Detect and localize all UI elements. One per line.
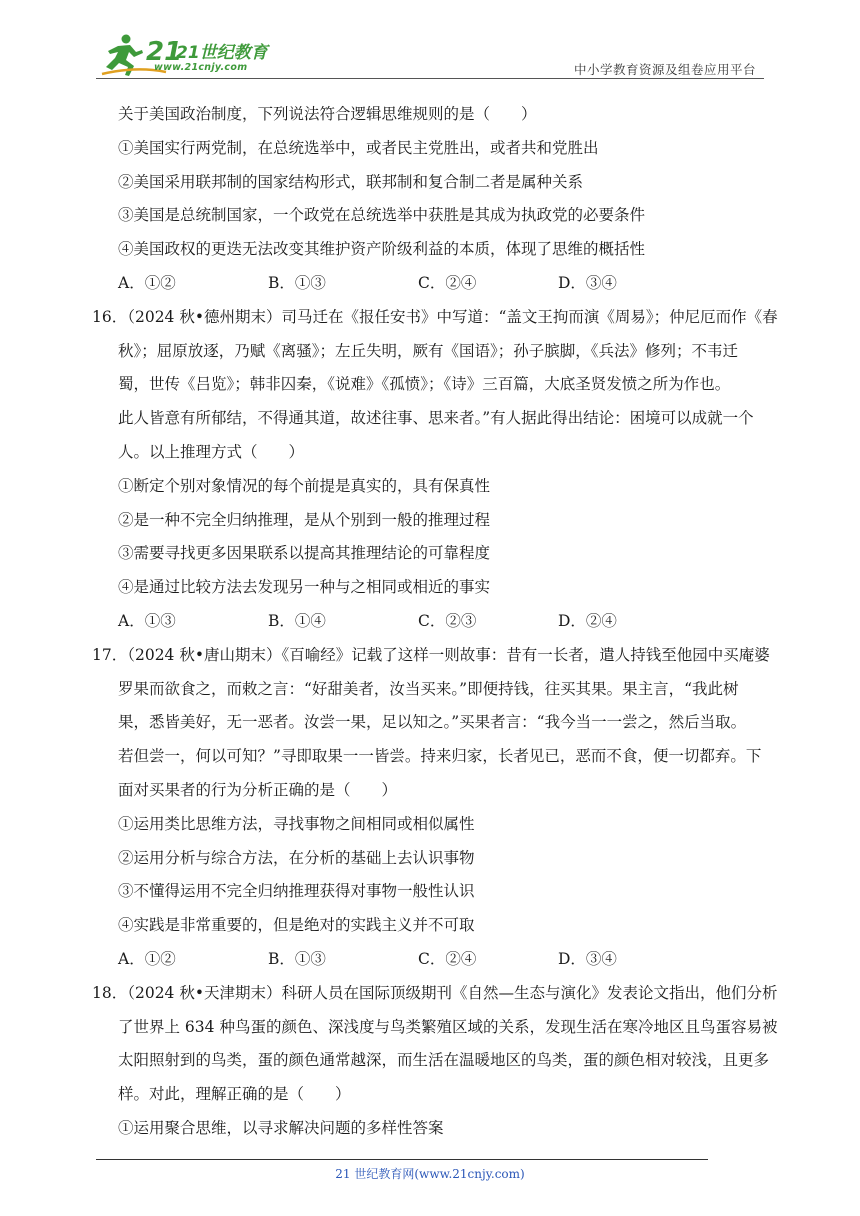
q15-options: [100, 267, 772, 301]
q17-options: [100, 943, 772, 977]
q15-item-2: ②美国采用联邦制的国家结构形式，联邦制和复合制二者是属种关系: [118, 172, 584, 191]
q16-options: [100, 605, 772, 639]
q16-item-4: ④是通过比较方法去发现另一种与之相同或相近的事实: [118, 578, 491, 597]
footer-divider: [96, 1159, 708, 1160]
page-header: [96, 30, 762, 80]
question-content: [92, 98, 778, 1146]
q15-option-c[interactable]: C．②④: [418, 273, 477, 292]
q17-option-b[interactable]: B．①③: [268, 949, 326, 968]
q16-stem-line-2: 秋》；屈原放逐，乃赋《离骚》；左丘失明，厥有《国语》；孙子膑脚，《兵法》修列；不韦迁: [118, 341, 739, 360]
q16-item-1: ①断定个别对象情况的每个前提是真实的，具有保真性: [118, 476, 491, 495]
q15-item-3: ③美国是总统制国家，一个政党在总统选举中获胜是其成为执政党的必要条件: [118, 206, 646, 225]
q17-option-d[interactable]: D．③④: [558, 949, 617, 968]
q17-stem-line-2: 罗果而欲食之，而敕之言：“好甜美者，汝当买来。”即便持钱，往买其果。果主言，“我此树: [118, 679, 739, 698]
q17-stem-line-3: 果，悉皆美好，无一恶者。汝尝一果，足以知之。”买果者言：“我今当一一尝之，然后当取。: [118, 713, 747, 732]
q16-stem-line-4: 此人皆意有所郁结，不得通其道，故述往事、思来者。”有人据此得出结论：困境可以成就一个: [118, 409, 754, 428]
logo-text: 21世纪教育: [176, 43, 268, 63]
platform-title: 中小学教育资源及组卷应用平台: [573, 62, 756, 77]
q16-item-3: ③需要寻找更多因果联系以提高其推理结论的可靠程度: [118, 544, 491, 563]
q15-option-a[interactable]: A．①②: [118, 273, 176, 292]
q16-item-2: ②是一种不完全归纳推理，是从个别到一般的推理过程: [118, 510, 491, 529]
q18-item-1: ①运用聚合思维，以寻求解决问题的多样性答案: [118, 1118, 444, 1137]
q17-stem-line-1: 17．（2024 秋•唐山期末）《百喻经》记载了这样一则故事：昔有一长者，遣人持钱至他园中买庵婆: [92, 645, 770, 664]
q18-stem-line-4: 样。对此，理解正确的是（ ）: [118, 1085, 351, 1104]
q17-option-a[interactable]: A．①②: [118, 949, 176, 968]
q17-stem-line-5: 面对买果者的行为分析正确的是（ ）: [118, 780, 398, 799]
q16-option-c[interactable]: C．②③: [418, 611, 477, 630]
q15-item-4: ④美国政权的更迭无法改变其维护资产阶级利益的本质，体现了思维的概括性: [118, 240, 646, 259]
q17-item-1: ①运用类比思维方法，寻找事物之间相同或相似属性: [118, 814, 475, 833]
q15-stem: 关于美国政治制度，下列说法符合逻辑思维规则的是（ ）: [118, 105, 537, 123]
svg-text:21: 21: [146, 37, 183, 67]
q16-stem-line-1: 16．（2024 秋•德州期末）司马迁在《报任安书》中写道：“盖文王拘而演《周易》；仲尼厄而作《春: [92, 307, 778, 326]
q15-option-d[interactable]: D．③④: [558, 273, 617, 292]
q17-item-4: ④实践是非常重要的，但是绝对的实践主义并不可取: [118, 916, 475, 935]
q16-option-b[interactable]: B．①④: [268, 611, 326, 630]
page-footer[interactable]: 21 世纪教育网(www.21cnjy.com): [335, 1167, 525, 1181]
q17-stem-line-4: 若但尝一，何以可知？”寻即取果一一皆尝。持来归家，长者见已，恶而不食，便一切都弃。下: [118, 747, 762, 766]
q16-stem-line-5: 人。以上推理方式（ ）: [118, 442, 305, 461]
q16-option-d[interactable]: D．②④: [558, 611, 617, 630]
q16-option-a[interactable]: A．①③: [118, 611, 176, 630]
q18-stem-line-3: 太阳照射到的鸟类，蛋的颜色通常越深，而生活在温暖地区的鸟类，蛋的颜色相对较浅，且更多: [118, 1051, 770, 1070]
q15-option-b[interactable]: B．①③: [268, 273, 326, 292]
q15-item-1: ①美国实行两党制，在总统选举中，或者民主党胜出，或者共和党胜出: [118, 138, 599, 157]
logo-url: www.21cnjy.com: [154, 62, 248, 73]
q17-item-2: ②运用分析与综合方法，在分析的基础上去认识事物: [118, 848, 475, 867]
q18-stem-line-2: 了世界上 634 种鸟蛋的颜色、深浅度与鸟类繁殖区域的关系，发现生活在寒冷地区且鸟蛋容易被: [118, 1017, 778, 1036]
q17-option-c[interactable]: C．②④: [418, 949, 477, 968]
q16-stem-line-3: 蜀，世传《吕览》；韩非囚秦，《说难》《孤愤》；《诗》三百篇，大底圣贤发愤之所为作也。: [118, 375, 731, 394]
q18-stem-line-1: 18．（2024 秋•天津期末）科研人员在国际顶级期刊《自然—生态与演化》发表论文指出，他们分析: [92, 983, 778, 1002]
q17-item-3: ③不懂得运用不完全归纳推理获得对事物一般性认识: [118, 882, 475, 901]
header-divider: [96, 78, 764, 79]
